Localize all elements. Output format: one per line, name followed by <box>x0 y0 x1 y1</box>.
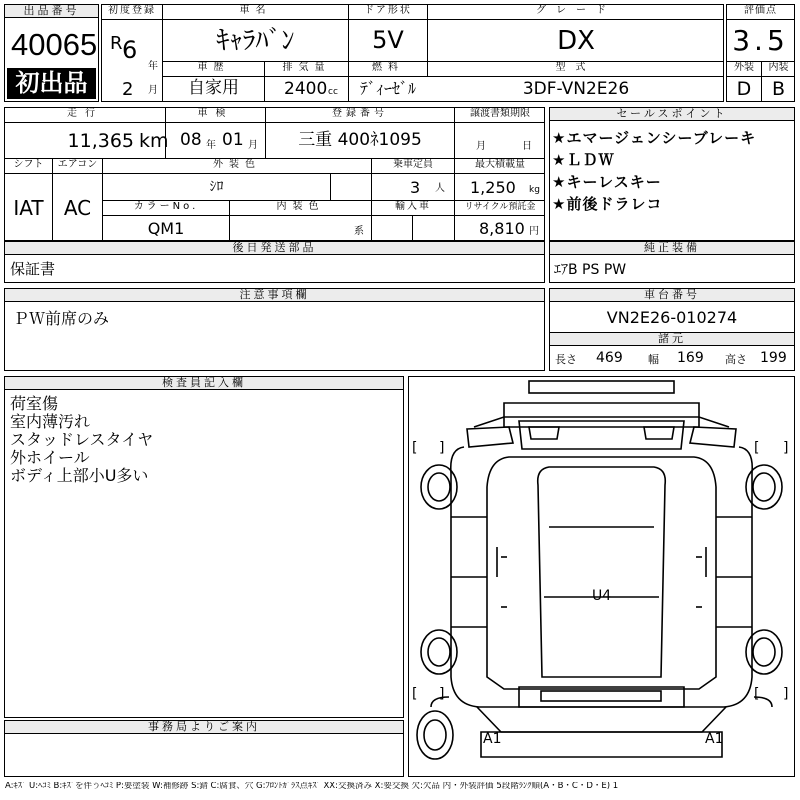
inspection-year: 08 <box>180 130 202 150</box>
import-label: 輸入車 <box>395 201 431 212</box>
capacity-label: 乗車定員 <box>393 159 433 170</box>
notes-box <box>4 288 545 371</box>
interior-color-label: 内装色 <box>276 201 325 212</box>
capacity-unit: 人 <box>435 183 445 194</box>
exterior-grade: D <box>736 78 752 100</box>
bracket-open-left-rear: [ <box>412 686 418 702</box>
inspection-year-unit: 年 <box>206 140 216 151</box>
capacity: 3 <box>410 178 421 197</box>
detail-box <box>4 107 545 241</box>
exterior-color: ｼﾛ <box>209 179 224 195</box>
sales-point-item: ★前後ドラレコ <box>552 195 663 213</box>
inspection-month-unit: 月 <box>248 140 258 151</box>
rear-left-damage-mark: A1 <box>483 731 502 747</box>
load-unit: kg <box>529 185 540 195</box>
fuel-label: 燃料 <box>372 62 404 73</box>
history-label: 車歴 <box>197 62 230 73</box>
shift: IAT <box>13 196 44 220</box>
car-name-label: 車名 <box>239 5 272 16</box>
interior-grade: B <box>771 78 786 100</box>
interior-color-unit: 系 <box>354 226 364 237</box>
chassis-header: 車台番号 <box>550 289 794 302</box>
transfer-day-unit: 日 <box>522 141 532 152</box>
office-header: 事務局よりご案内 <box>5 721 403 734</box>
inspector-header: 検査員記入欄 <box>5 377 403 390</box>
sales-point-box <box>549 107 795 241</box>
inspector-note: 荷室傷 <box>10 394 59 413</box>
equipment-value: ｴｱB PS PW <box>554 262 627 278</box>
model-code: 3DF-VN2E26 <box>522 79 630 99</box>
first-reg-label: 初度登録 <box>108 5 156 16</box>
load-label: 最大積載量 <box>475 159 525 170</box>
office-box <box>4 720 404 777</box>
mileage: 11,365 <box>67 130 134 152</box>
lot-box <box>4 4 99 102</box>
bracket-open-right-rear: [ <box>754 686 760 702</box>
specs-header: 諸元 <box>550 332 794 346</box>
model-label: 型式 <box>555 62 596 73</box>
era: R <box>110 33 123 54</box>
ac-label: エアコン <box>57 159 98 170</box>
grade-label: グレード <box>536 5 616 16</box>
color-label: 外装色 <box>213 159 261 170</box>
door-type: 5V <box>372 26 404 54</box>
era-year: 6 <box>122 36 138 64</box>
bracket-close-left: ] <box>439 440 445 456</box>
length: 469 <box>596 350 623 366</box>
car-name: ｷｬﾗﾊﾞﾝ <box>216 26 295 56</box>
sales-point-item: ★ＬＤＷ <box>552 151 615 169</box>
exterior-label: 外装 <box>734 62 754 73</box>
mileage-unit: km <box>139 130 169 152</box>
plate-label: 登録番号 <box>332 108 388 119</box>
bracket-close-right-rear: ] <box>783 686 789 702</box>
width: 169 <box>677 350 704 366</box>
width-label: 幅 <box>648 353 659 366</box>
recycle-fee: 8,810 <box>479 219 525 238</box>
displacement-unit: cc <box>328 87 338 97</box>
recycle-unit: 円 <box>529 226 539 237</box>
shift-label: シフト <box>13 159 44 170</box>
month-unit: 月 <box>148 85 158 96</box>
sales-point-header: セールスポイント <box>550 108 794 121</box>
reg-month: 2 <box>122 79 134 100</box>
color-number: QM1 <box>147 219 185 238</box>
bracket-open-left: [ <box>412 440 418 456</box>
score-label: 評価点 <box>744 5 777 16</box>
later-parts-header: 後日発送部品 <box>5 242 544 255</box>
score: 3.5 <box>732 24 789 57</box>
mileage-label: 走行 <box>67 108 103 119</box>
inspector-note: ボディ上部小U多い <box>10 466 149 485</box>
inspection-label: 車検 <box>197 108 234 119</box>
recycle-label: リサイクル預託金 <box>464 202 536 212</box>
inspector-note: 室内薄汚れ <box>10 412 91 431</box>
equipment-box <box>549 241 795 283</box>
inspector-note: スタッドレスタイヤ <box>10 430 154 449</box>
lot-header: 出品番号 <box>5 5 98 18</box>
notes-header: 注意事項欄 <box>5 289 544 302</box>
bracket-close-right: ] <box>783 440 789 456</box>
transfer-month-unit: 月 <box>476 141 486 152</box>
inspection-month: 01 <box>222 130 244 150</box>
legend: A:ｷｽﾞ U:ﾍｺﾐ B:ｷｽﾞを伴うﾍｺﾐ P:要塗装 W:補修跡 S:錆 C:腐食、穴 G:ﾌﾛﾝﾄｶﾞﾗｽ点ｷｽﾞ XX:交換済み X:要交換 欠:欠品 内・外装評価 5段階ﾗﾝｸ順(A・B・C・D・E) 1 <box>5 782 619 791</box>
chassis-number: VN2E26-010274 <box>606 308 738 327</box>
lot-number: 40065 <box>11 27 98 62</box>
displacement: 2400 <box>284 79 328 99</box>
first-listing-badge: 初出品 <box>7 68 96 99</box>
door-label: ドア形状 <box>364 5 412 16</box>
sales-point-item: ★エマージェンシーブレーキ <box>552 129 757 147</box>
rear-right-damage-mark: A1 <box>705 731 724 747</box>
roof-damage-mark: U4 <box>592 588 612 604</box>
equipment-header: 純正装備 <box>550 242 794 255</box>
height-label: 高さ <box>725 353 747 366</box>
bracket-close-left-rear: ] <box>439 686 445 702</box>
bracket-open-right: [ <box>754 440 760 456</box>
year-unit: 年 <box>148 61 158 72</box>
plate-number: 三重 400ﾈ1095 <box>298 130 422 150</box>
interior-label: 内装 <box>768 62 789 73</box>
color-no-label: カラーNo. <box>133 201 199 212</box>
inspector-box <box>4 376 404 718</box>
max-load: 1,250 <box>470 178 516 197</box>
later-parts-value: 保証書 <box>10 260 56 278</box>
car-diagram <box>408 376 795 777</box>
sales-point-item: ★キーレスキー <box>552 173 662 191</box>
later-parts-box <box>4 241 545 283</box>
fuel: ﾃﾞｨｰｾﾞﾙ <box>359 79 416 98</box>
transfer-label: 譲渡書類期限 <box>470 108 530 119</box>
ownership: 自家用 <box>188 78 239 98</box>
length-label: 長さ <box>555 353 577 366</box>
inspector-note: 外ホイール <box>10 448 90 467</box>
grade: DX <box>557 26 595 56</box>
chassis-box <box>549 288 795 371</box>
displacement-label: 排気量 <box>282 62 331 73</box>
aircon: AC <box>63 196 92 220</box>
height: 199 <box>760 350 787 366</box>
notes-value: ＰＷ前席のみ <box>13 309 110 328</box>
